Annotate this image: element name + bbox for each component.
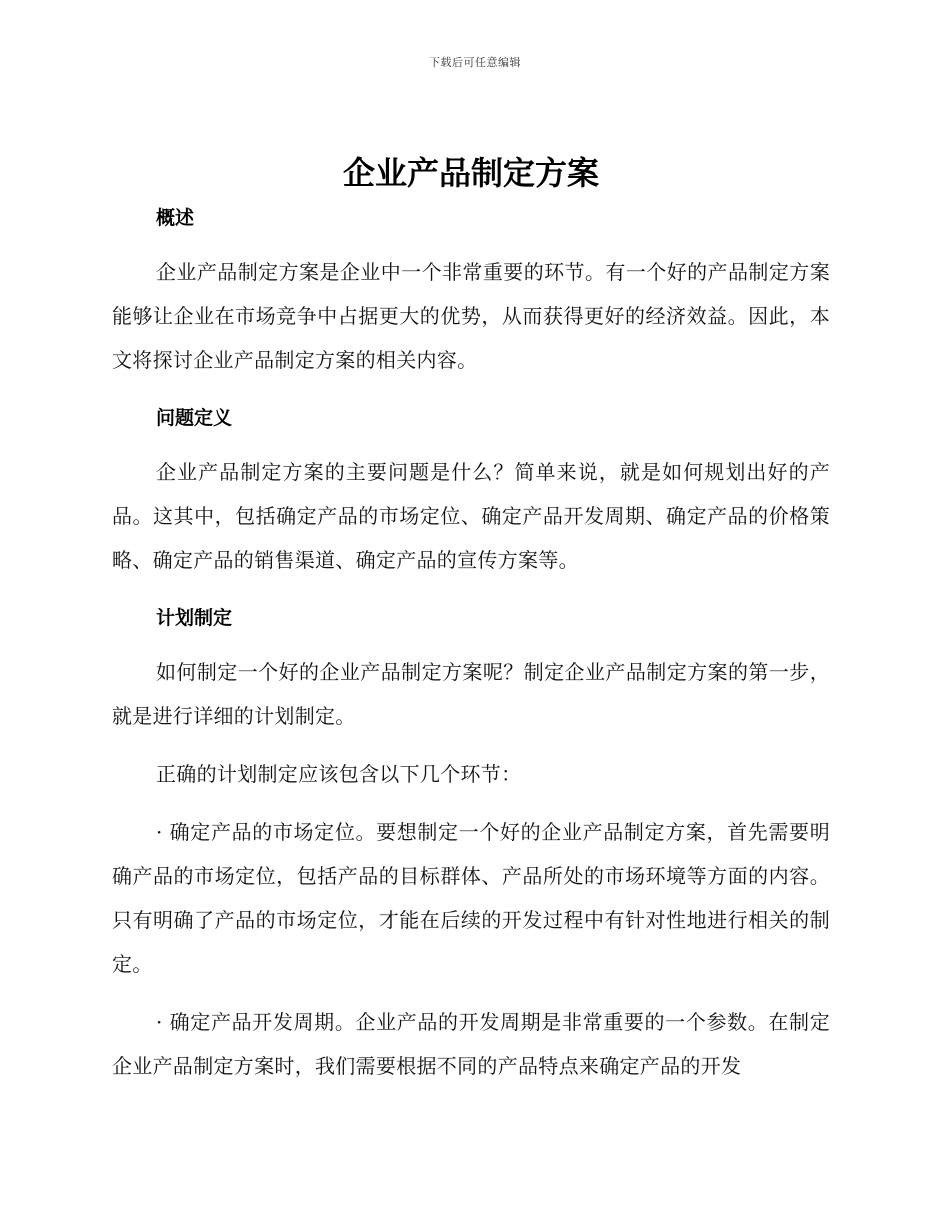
- section-overview: [112, 200, 830, 382]
- section-heading: 计划制定: [156, 607, 233, 629]
- header-note: 下载后可任意编辑: [429, 56, 521, 69]
- document-body: [112, 146, 830, 1088]
- bullet-paragraph: · 确定产品的市场定位。要想制定一个好的企业产品制定方案，首先需要明确产品的市场定位，包括产品的目标群体、产品所处的市场环境等方面的内容。只有明确了产品的市场定位，才能在后续的开发过程中有针对性地进行相关的制定。: [112, 820, 830, 976]
- document-title: 企业产品制定方案: [342, 154, 599, 192]
- paragraph: 企业产品制定方案是企业中一个非常重要的环节。有一个好的产品制定方案能够让企业在市场竞争中占据更大的优势，从而获得更好的经济效益。因此，本文将探讨企业产品制定方案的相关内容。: [112, 260, 830, 372]
- section-heading: 概述: [156, 207, 195, 229]
- paragraph: 正确的计划制定应该包含以下几个环节：: [156, 762, 522, 786]
- bullet-paragraph: · 确定产品开发周期。企业产品的开发周期是非常重要的一个参数。在制定企业产品制定方案时，我们需要根据不同的产品特点来确定产品的开发: [112, 1010, 830, 1078]
- paragraph: 如何制定一个好的企业产品制定方案呢？制定企业产品制定方案的第一步，就是进行详细的计划制定。: [112, 660, 830, 728]
- section-heading: 问题定义: [156, 407, 233, 429]
- section-problem-definition: [112, 400, 830, 582]
- section-planning: [112, 600, 830, 1088]
- paragraph: 企业产品制定方案的主要问题是什么？简单来说，就是如何规划出好的产品。这其中，包括确定产品的市场定位、确定产品开发周期、确定产品的价格策略、确定产品的销售渠道、确定产品的宣传方案等。: [112, 460, 830, 572]
